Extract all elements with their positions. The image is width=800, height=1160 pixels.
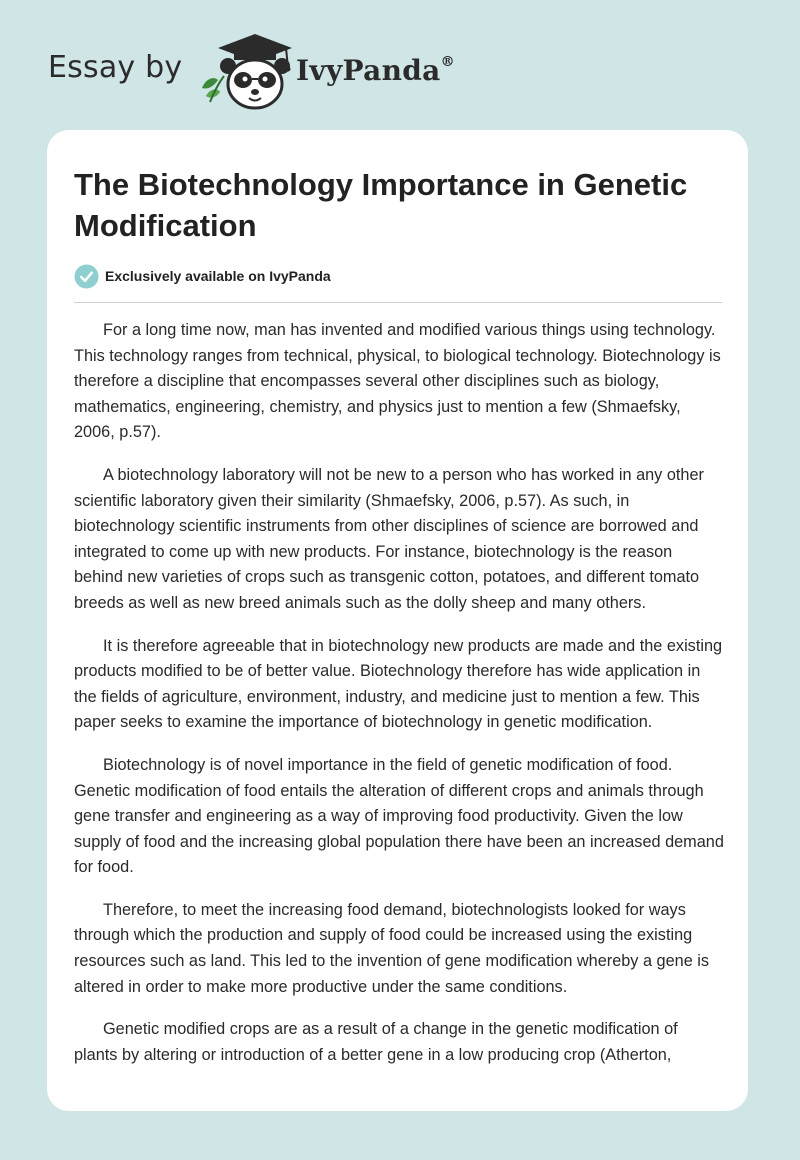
ivypanda-logo-icon[interactable]: [200, 32, 300, 112]
check-circle-icon: [74, 264, 99, 289]
brand-name[interactable]: [296, 54, 455, 87]
essay-body: [74, 318, 724, 1085]
registered-mark: ®: [440, 53, 455, 70]
essay-title: The Biotechnology Importance in Genetic Modification: [74, 167, 688, 243]
title-divider: [74, 302, 722, 303]
paragraph: It is therefore agreeable that in biotechnology new products are made and the existing products modified to be of better value. Biotechnology therefore has wide application in the fields of agriculture, environment, industry, and medicine just to mention a few. This paper seeks to examine the importance of biotechnology in genetic modification.: [74, 636, 723, 732]
site-header: [48, 32, 748, 112]
paragraph: For a long time now, man has invented and modified various things using technology. This technology ranges from technical, physical, to biological technology. Biotechnology is therefore a discipline that encompasses several other disciplines such as biology, mathematics, engineering, chemistry, and physics just to mention a few (Shmaefsky, 2006, p.57).: [74, 321, 721, 442]
paragraph: Genetic modified crops are as a result of a change in the genetic modification of plants by altering or introduction of a better gene in a low producing crop (Atherton,: [74, 1020, 678, 1064]
essay-card: [47, 130, 748, 1111]
essay-by-label: Essay by: [48, 50, 183, 85]
paragraph: Biotechnology is of novel importance in the field of genetic modification of food. Genetic modification of food entails the alteration of different crops and animals through gene transfer and engineering as a way of improving food productivity. Given the low supply of food and the increasing global population there have been an increased demand for food.: [74, 755, 724, 877]
paragraph: A biotechnology laboratory will not be new to a person who has worked in any other scientific laboratory given their similarity (Shmaefsky, 2006, p.57). As such, in biotechnology scientific instruments from other disciplines of science are borrowed and integrated to come up with new products. For instance, biotechnology is the reason behind new varieties of crops such as transgenic cotton, potatoes, and different tomato breeds as well as new breed animals such as the dolly sheep and many others.: [74, 465, 704, 612]
exclusive-badge-label: Exclusively available on IvyPanda: [105, 268, 331, 284]
brand-text: IvyPanda: [296, 54, 441, 87]
exclusive-badge: [74, 263, 331, 289]
paragraph: Therefore, to meet the increasing food demand, biotechnologists looked for ways through which the production and supply of food could be increased using the existing resources such as land. This led to the invention of gene modification whereby a gene is altered in order to make more productive under the same conditions.: [74, 900, 710, 996]
